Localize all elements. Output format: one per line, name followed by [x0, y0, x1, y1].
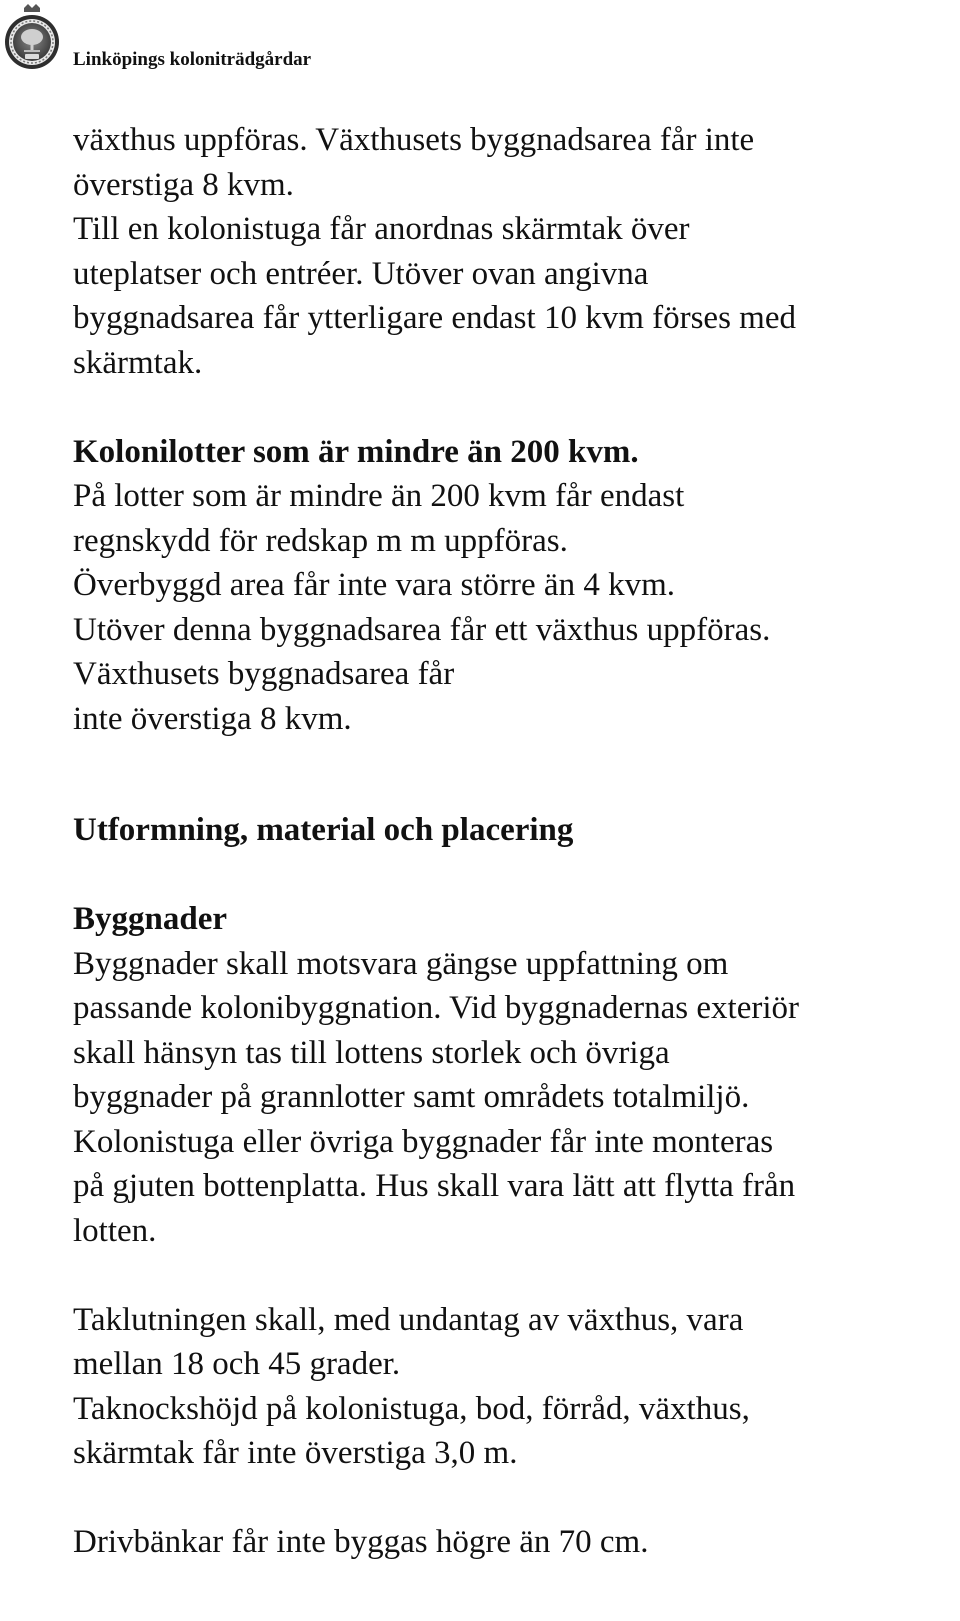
paragraph-line: Överbyggd area får inte vara större än 4 kvm. [73, 567, 675, 603]
paragraph-line: skärmtak. [73, 344, 203, 381]
section-heading-small-lots: Kolonilotter som är mindre än 200 kvm. [73, 433, 639, 470]
paragraph-line: överstiga 8 kvm. [73, 166, 294, 203]
paragraph-line: passande kolonibyggnation. Vid byggnadernas exteriör [73, 990, 799, 1026]
paragraph-line: Taknockshöjd på kolonistuga, bod, förråd, växthus, [73, 1390, 750, 1427]
paragraph-line: Drivbänkar får inte byggas högre än 70 cm. [73, 1524, 649, 1560]
paragraph-line: Växthusets byggnadsarea får [73, 656, 455, 692]
paragraph-line: växthus uppföras. Växthusets byggnadsarea får inte [73, 122, 755, 158]
section-heading-buildings: Byggnader [73, 901, 228, 937]
paragraph-line: byggnadsarea får ytterligare endast 10 kvm förses med [73, 300, 796, 336]
page-header [0, 0, 960, 80]
paragraph-line: skärmtak får inte överstiga 3,0 m. [73, 1435, 518, 1471]
paragraph-line: byggnader på grannlotter samt områdets totalmiljö. [73, 1079, 750, 1115]
section-heading-design: Utformning, material och placering [73, 812, 574, 848]
paragraph-line: lotten. [73, 1212, 157, 1249]
paragraph-line: På lotter som är mindre än 200 kvm får endast [73, 478, 685, 514]
paragraph-line: Kolonistuga eller övriga byggnader får inte monteras [73, 1123, 774, 1160]
paragraph-line: mellan 18 och 45 grader. [73, 1346, 401, 1382]
paragraph-line: Byggnader skall motsvara gängse uppfattning om [73, 945, 729, 982]
paragraph-line: regnskydd för redskap m m uppföras. [73, 522, 568, 559]
paragraph-line: inte överstiga 8 kvm. [73, 700, 352, 737]
paragraph-line: Till en kolonistuga får anordnas skärmtak över [73, 211, 690, 247]
association-seal-logo [4, 2, 60, 72]
paragraph-line: skall hänsyn tas till lottens storlek och övriga [73, 1034, 670, 1071]
document-body [73, 118, 943, 1565]
paragraph-line: på gjuten bottenplatta. Hus skall vara lätt att flytta från [73, 1168, 796, 1204]
organization-name: Linköpings koloniträdgårdar [73, 49, 312, 70]
paragraph-line: uteplatser och entréer. Utöver ovan angivna [73, 255, 649, 292]
paragraph-line: Utöver denna byggnadsarea får ett växthus uppföras. [73, 611, 771, 648]
paragraph-line: Taklutningen skall, med undantag av växthus, vara [73, 1301, 744, 1338]
